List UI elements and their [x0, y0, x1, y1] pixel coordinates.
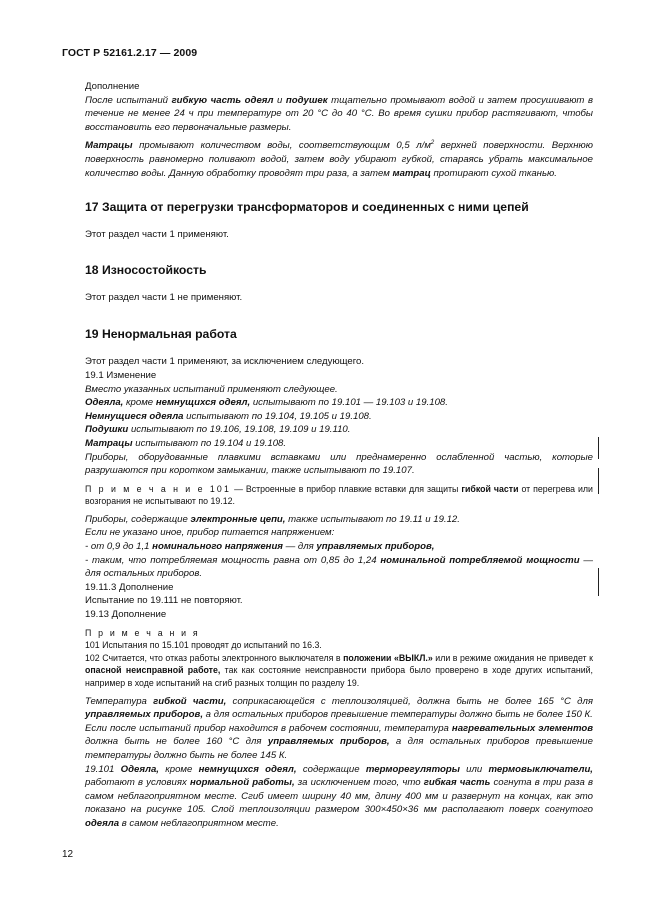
- page-header: ГОСТ Р 52161.2.17 — 2009: [62, 47, 198, 59]
- test-line-pillows: Подушки испытывают по 19.106, 19.108, 19.109 и 19.110.: [85, 424, 351, 436]
- temperature-heating-elements: Если после испытаний прибор находится в рабочем состоянии, температура нагревательных элементов должна быть не более 160 °С для управляемых приборов, а для остальных приборов превышение температуры должно быть не более 145 К.: [85, 722, 594, 761]
- page-content: [85, 80, 593, 831]
- test-line-mattresses: Матрацы испытывают по 19.104 и 19.108.: [85, 437, 287, 449]
- change-bar: [598, 437, 599, 459]
- page-number: 12: [62, 849, 74, 860]
- note-101-tests: 101 Испытания по 15.101 проводят до испытаний по 16.3.: [85, 640, 322, 651]
- paragraph-washing: После испытаний гибкую часть одеял и подушек тщательно промывают водой и затем просушивают в течение не менее 24 ч при температуре от 20 °С до 40 °С. Во время сушки прибор растягивают, чтобы восстановить его первоначальные размеры.: [85, 94, 593, 133]
- section-18-text: Этот раздел части 1 не применяют.: [85, 291, 243, 303]
- clause-19-11-3: 19.11.3 Дополнение: [85, 581, 174, 593]
- instead-text: Вместо указанных испытаний применяют следующее.: [85, 383, 338, 395]
- change-bar: [598, 568, 599, 596]
- electronic-circuits-text: Приборы, содержащие электронные цепи, также испытывают по 19.11 и 19.12.: [85, 513, 460, 525]
- note-101: П р и м е ч а н и е 101 — Встроенные в прибор плавкие вставки для защиты гибкой части от перегрева или возгорания не испытывают по 19.12.: [85, 483, 593, 507]
- section-19-intro: Этот раздел части 1 применяют, за исключением следующего.: [85, 356, 365, 368]
- paragraph-mattresses: Матрацы промывают количеством воды, соответствующим 0,5 $л/м^2$ верхней поверхности. Верхнюю поверхность равномерно поливают водой, затем воду убирают губкой, стараясь убрать максимальное количество воды. Данную обработку проводят три раза, а затем матрац протирают сухой тканью.: [85, 140, 593, 179]
- change-bar: [598, 468, 599, 494]
- temperature-flexible-part: Температура гибкой части, соприкасающейся с теплоизоляцией, должна быть не более 165 °С для управляемых приборов, а для остальных приборов превышение температуры должно быть не более 150 К.: [85, 695, 593, 721]
- voltage-dash-2: - таким, что потребляемая мощность равна от 0,85 до 1,24 номинальной потребляемой мощности — для остальных приборов.: [85, 554, 594, 580]
- note-102: 102 Считается, что отказ работы электронного выключателя в положении «ВЫКЛ.» или в режиме ожидания не приведет к опасной неисправной работе, так как состояние неисправности прибора было проверено в ходе других испытаний, например в ходе испытаний на сгиб разных толщин по разделу 19.: [85, 652, 593, 688]
- section-19-heading: 19 Ненормальная работа: [85, 327, 237, 342]
- section-17-text: Этот раздел части 1 применяют.: [85, 229, 229, 241]
- clause-19-13: 19.13 Дополнение: [85, 609, 167, 621]
- addendum-label: Дополнение: [85, 81, 140, 92]
- fuse-devices-text: Приборы, оборудованные плавкими вставками или преднамеренно ослабленной частью, которые разрушаются при коротком замыкании, также испытывают по 19.107.: [85, 451, 593, 477]
- clause-19-101: 19.101 Одеяла, кроме немнущихся одеял, содержащие терморегуляторы или термовыключатели, работают в условиях нормальной работы, за исключением того, что гибкая часть согнута в три раза в самом неблагоприятном месте. Сгиб имеет ширину 40 мм, длину 400 мм и развернут на концах, как это показано на рисунке 105. Слой теплоизоляции размером 300×450×36 мм располагают поверх согнутого одеяла в самом неблагоприятном месте.: [85, 763, 593, 829]
- voltage-text: Если не указано иное, прибор питается напряжением:: [85, 527, 335, 539]
- voltage-dash-1: - от 0,9 до 1,1 номинального напряжения — для управляемых приборов,: [85, 541, 435, 553]
- test-line-blankets: Одеяла, кроме немнущихся одеял, испытывают по 19.101 — 19.103 и 19.108.: [85, 397, 448, 409]
- clause-19-111-text: Испытание по 19.111 не повторяют.: [85, 595, 243, 607]
- notes-heading: П р и м е ч а н и я: [85, 627, 200, 638]
- section-18-heading: 18 Износостойкость: [85, 262, 207, 277]
- clause-19-1: 19.1 Изменение: [85, 369, 157, 381]
- section-17-heading: 17 Защита от перегрузки трансформаторов и соединенных с ними цепей: [85, 200, 529, 215]
- test-line-noncrease: Немнущиеся одеяла испытывают по 19.104, 19.105 и 19.108.: [85, 410, 372, 422]
